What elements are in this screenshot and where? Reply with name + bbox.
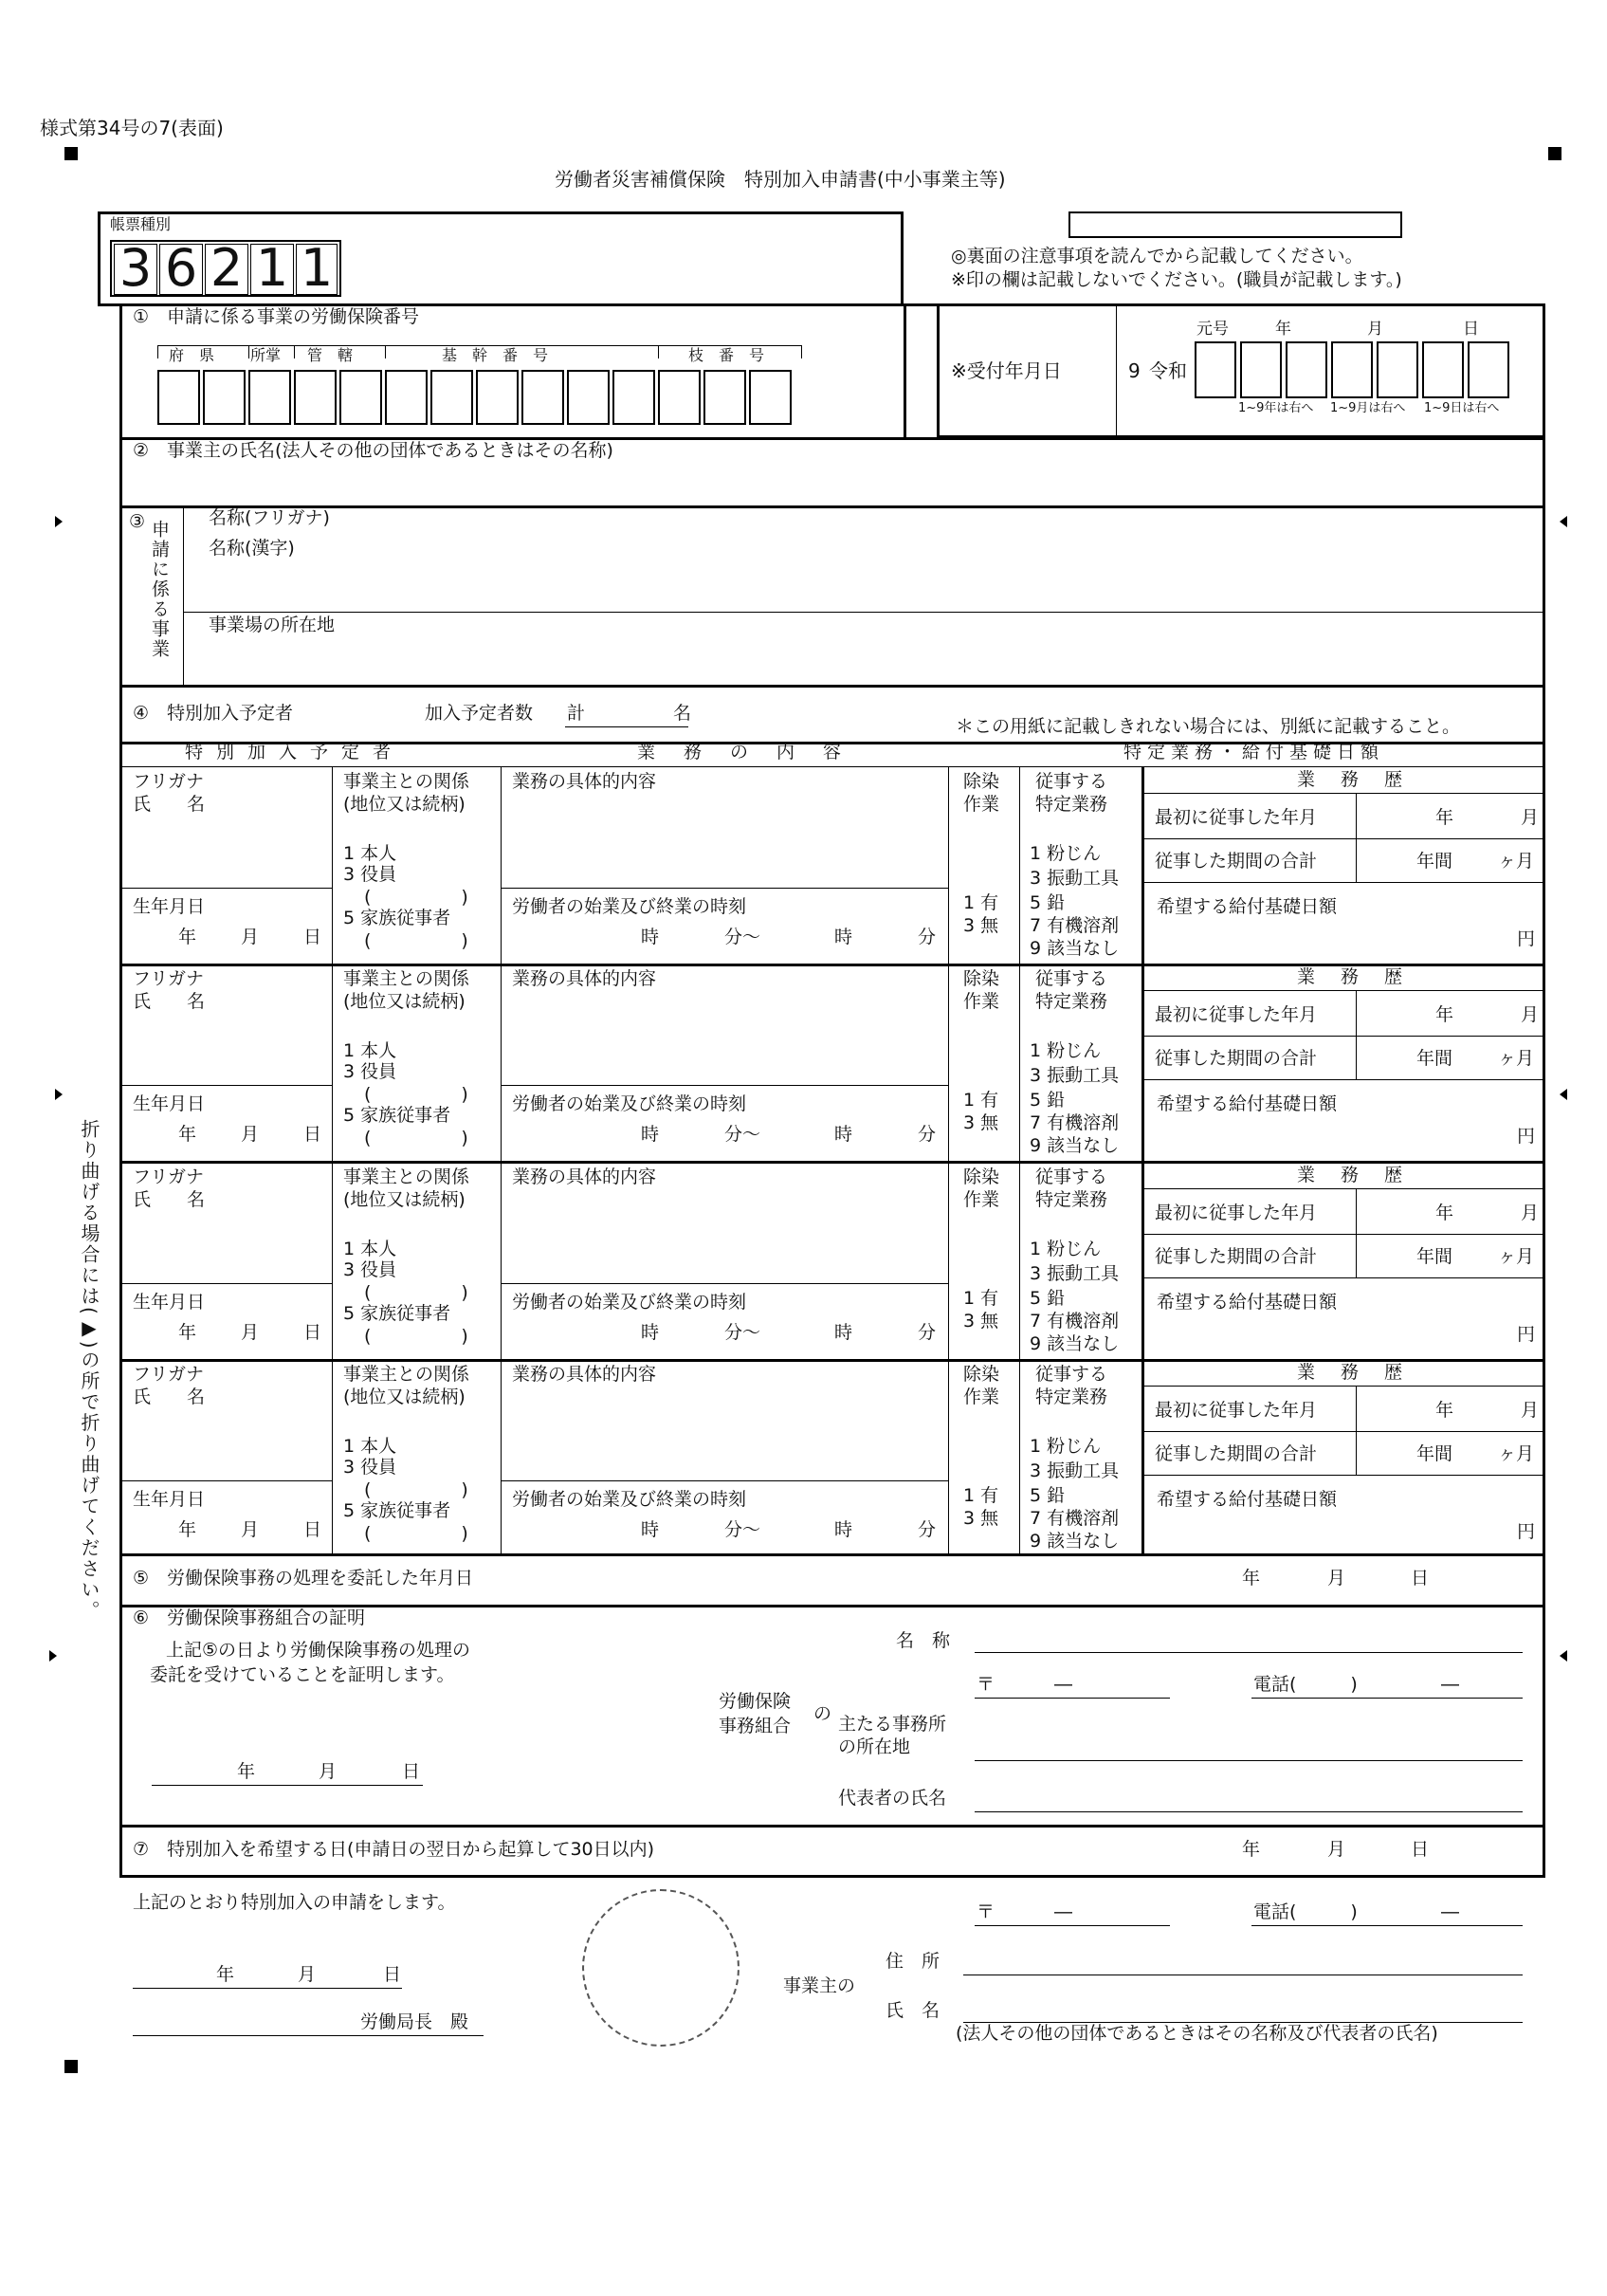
- day-head: 日: [1463, 320, 1479, 339]
- insurance-number-cells[interactable]: [157, 370, 802, 427]
- relation-option: ( ): [364, 1084, 468, 1105]
- engaged-label: 従事する: [1035, 1364, 1108, 1385]
- registration-mark: [64, 2060, 78, 2073]
- count-kei: 計: [567, 703, 586, 724]
- engaged-option: 1 粉じん: [1030, 1239, 1102, 1259]
- relation-option: 1 本人: [343, 843, 397, 864]
- owner-label: 事業主の: [783, 1975, 856, 1996]
- name-label: 氏 名: [133, 794, 206, 815]
- footer-phone: 電話( ): [1253, 1901, 1358, 1922]
- birth-year: 年: [178, 1519, 197, 1540]
- decon-option: 1 有: [963, 1090, 999, 1111]
- engaged-label-2: 特定業務: [1035, 1189, 1108, 1210]
- footer-phone-dash: ―: [1441, 1901, 1459, 1922]
- engaged-option: 1 粉じん: [1030, 1040, 1102, 1061]
- fold-mark-icon: [1560, 516, 1567, 527]
- birth-day: 日: [303, 1124, 322, 1145]
- s6-day: 日: [402, 1761, 421, 1782]
- representative-label: 代表者の氏名: [838, 1788, 947, 1809]
- section-1-label: ① 申請に係る事業の労働保険番号: [133, 306, 420, 327]
- total-months: ヶ月: [1498, 851, 1535, 872]
- hours-minute-end: 分: [918, 1322, 937, 1343]
- hours-hour-end: 時: [834, 927, 853, 947]
- hours-hour: 時: [641, 1124, 660, 1145]
- first-month: 月: [1521, 1004, 1540, 1025]
- first-year: 年: [1435, 807, 1454, 828]
- seal-area: [582, 1889, 740, 2047]
- daily-wage-label: 希望する給付基礎日額: [1157, 1292, 1338, 1313]
- fold-mark-icon: [55, 516, 63, 527]
- relation-option: 1 本人: [343, 1436, 397, 1457]
- hours-minute-end: 分: [918, 1124, 937, 1145]
- col-prefecture: 府 県: [169, 346, 215, 364]
- s6-year: 年: [237, 1761, 256, 1782]
- hours-hour: 時: [641, 1322, 660, 1343]
- work-hours-label: 労働者の始業及び終業の時刻: [512, 1292, 747, 1313]
- s6-phone: 電話( ): [1253, 1674, 1358, 1695]
- col-branch-number: 枝 番 号: [688, 346, 765, 364]
- relation-label-2: (地位又は続柄): [343, 794, 466, 815]
- hours-minute-end: 分: [918, 1519, 937, 1540]
- relation-option: ( ): [364, 930, 468, 951]
- hours-minute-to: 分～: [724, 927, 761, 947]
- relation-option: ( ): [364, 887, 468, 908]
- decon-option: 1 有: [963, 892, 999, 913]
- total-period-label: 従事した期間の合計: [1155, 1048, 1318, 1069]
- relation-label-2: (地位又は続柄): [343, 991, 466, 1012]
- fold-note: 折り曲げる場合には(▶)の所で折り曲げてください。: [78, 1119, 100, 1622]
- engaged-option: 7 有機溶剤: [1030, 1112, 1120, 1133]
- decon-label: 除染: [963, 968, 1000, 989]
- fold-mark-icon: [1560, 1089, 1567, 1100]
- first-month: 月: [1521, 1400, 1540, 1421]
- s7-month: 月: [1327, 1839, 1346, 1860]
- code-digit: 6: [159, 244, 203, 295]
- history-label: 業 務 歴: [1297, 769, 1407, 790]
- fold-mark-icon: [49, 1650, 57, 1662]
- owner-name-note: (法人その他の団体であるときはその名称及び代表者の氏名): [956, 2023, 1438, 2044]
- union-name-label: 名 称: [896, 1630, 951, 1651]
- work-detail-label: 業務の具体的内容: [512, 1364, 657, 1385]
- engaged-option: 9 該当なし: [1030, 1333, 1120, 1354]
- cert-text-1: 上記⑤の日より労働保険事務の処理の: [166, 1640, 471, 1661]
- engaged-label: 従事する: [1035, 968, 1108, 989]
- relation-option: 1 本人: [343, 1040, 397, 1061]
- s5-year: 年: [1242, 1568, 1261, 1589]
- hours-minute-to: 分～: [724, 1519, 761, 1540]
- first-year: 年: [1435, 1203, 1454, 1223]
- birth-day: 日: [303, 1322, 322, 1343]
- engaged-option: 7 有機溶剤: [1030, 1508, 1120, 1529]
- daily-wage-label: 希望する給付基礎日額: [1157, 1489, 1338, 1510]
- relation-label-2: (地位又は続柄): [343, 1189, 466, 1210]
- yen-unit: 円: [1517, 1324, 1536, 1345]
- birth-month: 月: [241, 927, 260, 947]
- section-6-label: ⑥ 労働保険事務組合の証明: [133, 1607, 366, 1628]
- engaged-option: 9 該当なし: [1030, 1135, 1120, 1156]
- work-hours-label: 労働者の始業及び終業の時刻: [512, 1489, 747, 1510]
- birth-label: 生年月日: [133, 896, 206, 917]
- total-period-label: 従事した期間の合計: [1155, 1443, 1318, 1464]
- section-3-side-label: 申請に係る事業: [149, 520, 170, 659]
- total-years: 年間: [1416, 851, 1453, 872]
- birth-year: 年: [178, 1322, 197, 1343]
- section-5-label: ⑤ 労働保険事務の処理を委託した年月日: [133, 1568, 474, 1589]
- registration-mark: [1548, 147, 1561, 160]
- footer-day: 日: [383, 1964, 402, 1985]
- hint-year: 1~9年は右へ: [1238, 401, 1314, 415]
- s6-phone-dash: ―: [1441, 1674, 1459, 1695]
- engaged-option: 1 粉じん: [1030, 843, 1102, 864]
- hours-minute-to: 分～: [724, 1322, 761, 1343]
- section-7-label: ⑦ 特別加入を希望する日(申請日の翌日から起算して30日以内): [133, 1839, 655, 1860]
- engaged-option: 3 振動工具: [1030, 868, 1120, 889]
- relation-label-2: (地位又は続柄): [343, 1387, 466, 1407]
- code-digit: 1: [296, 244, 338, 295]
- total-period-label: 従事した期間の合計: [1155, 1246, 1318, 1267]
- cert-text-2: 委託を受けていることを証明します。: [150, 1664, 455, 1685]
- decon-option: 3 無: [963, 1508, 999, 1529]
- engaged-label-2: 特定業務: [1035, 991, 1108, 1012]
- section-2-label: ② 事業主の氏名(法人その他の団体であるときはその名称): [133, 440, 613, 461]
- relation-label: 事業主との関係: [343, 1364, 470, 1385]
- engaged-option: 5 鉛: [1030, 1090, 1066, 1111]
- col-district: 管 轄: [307, 346, 354, 364]
- total-months: ヶ月: [1498, 1048, 1535, 1069]
- era-head: 元号: [1196, 320, 1229, 339]
- engaged-label-2: 特定業務: [1035, 794, 1108, 815]
- name-label: 氏 名: [133, 1189, 206, 1210]
- first-engaged-label: 最初に従事した年月: [1155, 1400, 1318, 1421]
- engaged-label-2: 特定業務: [1035, 1387, 1108, 1407]
- engaged-label: 従事する: [1035, 771, 1108, 792]
- s6-postal-mark: 〒: [977, 1674, 995, 1695]
- s6-postal-dash: ―: [1054, 1674, 1072, 1695]
- owner-name-label: 氏 名: [886, 2000, 940, 2021]
- hours-minute-end: 分: [918, 927, 937, 947]
- code-digit: 2: [205, 244, 248, 295]
- owner-address-label: 住 所: [886, 1951, 940, 1972]
- engaged-option: 7 有機溶剤: [1030, 1311, 1120, 1332]
- office-use-box: [1068, 211, 1402, 238]
- yen-unit: 円: [1517, 1521, 1536, 1542]
- footer-postal-mark: 〒: [977, 1901, 995, 1922]
- overflow-note: ＊この用紙に記載しきれない場合には、別紙に記載すること。: [956, 716, 1461, 737]
- birth-day: 日: [303, 1519, 322, 1540]
- decon-option: 1 有: [963, 1288, 999, 1309]
- work-detail-label: 業務の具体的内容: [512, 968, 657, 989]
- hours-hour-end: 時: [834, 1124, 853, 1145]
- fold-mark-icon: [55, 1089, 63, 1100]
- hours-hour-end: 時: [834, 1519, 853, 1540]
- history-label: 業 務 歴: [1297, 1165, 1407, 1185]
- name-label: 氏 名: [133, 991, 206, 1012]
- yen-unit: 円: [1517, 1126, 1536, 1147]
- bureau-chief: 労働局長 殿: [360, 2011, 469, 2032]
- engaged-option: 1 粉じん: [1030, 1436, 1102, 1457]
- decon-label-2: 作業: [963, 1387, 1000, 1407]
- decon-label-2: 作業: [963, 794, 1000, 815]
- reception-date-cells: [1195, 341, 1513, 398]
- era-name: 令和: [1149, 359, 1187, 382]
- total-years: 年間: [1416, 1246, 1453, 1267]
- first-year: 年: [1435, 1400, 1454, 1421]
- history-label: 業 務 歴: [1297, 966, 1407, 987]
- engaged-option: 5 鉛: [1030, 1485, 1066, 1506]
- total-months: ヶ月: [1498, 1443, 1535, 1464]
- reception-date-label: ※受付年月日: [951, 359, 1062, 382]
- decon-option: 1 有: [963, 1485, 999, 1506]
- s6-month: 月: [319, 1761, 338, 1782]
- furigana-label: フリガナ: [133, 1364, 205, 1385]
- hours-hour: 時: [641, 927, 660, 947]
- relation-option: 3 役員: [343, 864, 397, 885]
- decon-label: 除染: [963, 1364, 1000, 1385]
- engaged-option: 5 鉛: [1030, 892, 1066, 913]
- relation-option: ( ): [364, 1523, 468, 1544]
- s5-day: 日: [1411, 1568, 1430, 1589]
- decon-option: 3 無: [963, 915, 999, 936]
- s5-month: 月: [1327, 1568, 1346, 1589]
- relation-option: ( ): [364, 1479, 468, 1500]
- engaged-label: 従事する: [1035, 1166, 1108, 1187]
- decon-label: 除染: [963, 1166, 1000, 1187]
- decon-label-2: 作業: [963, 991, 1000, 1012]
- relation-option: 3 役員: [343, 1061, 397, 1082]
- birth-label: 生年月日: [133, 1093, 206, 1114]
- work-detail-label: 業務の具体的内容: [512, 771, 657, 792]
- birth-month: 月: [241, 1519, 260, 1540]
- relation-label: 事業主との関係: [343, 1166, 470, 1187]
- engaged-option: 3 振動工具: [1030, 1065, 1120, 1086]
- furigana-label: フリガナ: [133, 968, 205, 989]
- work-detail-label: 業務の具体的内容: [512, 1166, 657, 1187]
- total-months: ヶ月: [1498, 1246, 1535, 1267]
- name-furigana-label: 名称(フリガナ): [209, 507, 330, 528]
- work-hours-label: 労働者の始業及び終業の時刻: [512, 896, 747, 917]
- engaged-option: 3 振動工具: [1030, 1460, 1120, 1481]
- hours-minute-to: 分～: [724, 1124, 761, 1145]
- birth-label: 生年月日: [133, 1489, 206, 1510]
- year-head: 年: [1275, 320, 1291, 339]
- relation-option: 5 家族従事者: [343, 908, 451, 928]
- work-hours-label: 労働者の始業及び終業の時刻: [512, 1093, 747, 1114]
- code-digit: 3: [114, 244, 157, 295]
- birth-month: 月: [241, 1322, 260, 1343]
- engaged-option: 9 該当なし: [1030, 938, 1120, 959]
- first-month: 月: [1521, 807, 1540, 828]
- month-head: 月: [1367, 320, 1383, 339]
- header-person: 特別加入予定者: [185, 742, 405, 762]
- hint-day: 1~9日は右へ: [1424, 401, 1500, 415]
- col-base-number: 基 幹 番 号: [442, 346, 549, 364]
- office-label-1: 主たる事務所: [838, 1714, 947, 1735]
- hint-month: 1~9月は右へ: [1330, 401, 1406, 415]
- first-engaged-label: 最初に従事した年月: [1155, 1004, 1318, 1025]
- yen-unit: 円: [1517, 928, 1536, 949]
- name-label: 氏 名: [133, 1387, 206, 1407]
- relation-option: ( ): [364, 1326, 468, 1347]
- first-month: 月: [1521, 1203, 1540, 1223]
- relation-option: 1 本人: [343, 1239, 397, 1259]
- union-no: の: [813, 1703, 832, 1724]
- decon-label: 除染: [963, 771, 1000, 792]
- daily-wage-label: 希望する給付基礎日額: [1157, 896, 1338, 917]
- total-years: 年間: [1416, 1048, 1453, 1069]
- engaged-option: 7 有機溶剤: [1030, 915, 1120, 936]
- history-label: 業 務 歴: [1297, 1362, 1407, 1383]
- fold-mark-icon: [1560, 1650, 1567, 1662]
- footer-month: 月: [298, 1964, 317, 1985]
- form-type-code: [110, 240, 341, 297]
- office-label-2: の所在地: [838, 1736, 911, 1757]
- registration-mark: [64, 147, 78, 160]
- count-unit: 名: [673, 703, 692, 724]
- relation-option: ( ): [364, 1128, 468, 1148]
- relation-option: 5 家族従事者: [343, 1500, 451, 1521]
- relation-option: 5 家族従事者: [343, 1105, 451, 1126]
- hours-hour: 時: [641, 1519, 660, 1540]
- relation-option: ( ): [364, 1282, 468, 1303]
- first-engaged-label: 最初に従事した年月: [1155, 1203, 1318, 1223]
- daily-wage-label: 希望する給付基礎日額: [1157, 1093, 1338, 1114]
- furigana-label: フリガナ: [133, 771, 205, 792]
- note-2: ※印の欄は記載しないでください。(職員が記載します。): [951, 269, 1402, 290]
- section-4-label: ④ 特別加入予定者: [133, 703, 294, 724]
- union-label-1: 労働保険: [719, 1691, 792, 1712]
- engaged-option: 3 振動工具: [1030, 1263, 1120, 1284]
- section-3-number: ③: [129, 511, 146, 532]
- first-year: 年: [1435, 1004, 1454, 1025]
- s7-day: 日: [1411, 1839, 1430, 1860]
- address-label: 事業場の所在地: [209, 615, 336, 635]
- s7-year: 年: [1242, 1839, 1261, 1860]
- note-1: ◎裏面の注意事項を読んでから記載してください。: [951, 246, 1363, 266]
- decon-label-2: 作業: [963, 1189, 1000, 1210]
- header-specific: 特定業務・給付基礎日額: [1123, 742, 1385, 762]
- count-label: 加入予定者数: [425, 703, 534, 724]
- footer-postal-dash: ―: [1054, 1901, 1072, 1922]
- footer-year: 年: [216, 1964, 235, 1985]
- relation-label: 事業主との関係: [343, 968, 470, 989]
- birth-year: 年: [178, 927, 197, 947]
- form-type-label: 帳票種別: [110, 215, 172, 233]
- furigana-label: フリガナ: [133, 1166, 205, 1187]
- page-title: 労働者災害補償保険 特別加入申請書(中小事業主等): [555, 168, 1006, 191]
- birth-day: 日: [303, 927, 322, 947]
- birth-label: 生年月日: [133, 1292, 206, 1313]
- col-jurisdiction-type: 所掌: [250, 346, 282, 364]
- engaged-option: 9 該当なし: [1030, 1531, 1120, 1552]
- decon-option: 3 無: [963, 1112, 999, 1133]
- total-years: 年間: [1416, 1443, 1453, 1464]
- total-period-label: 従事した期間の合計: [1155, 851, 1318, 872]
- code-digit: 1: [250, 244, 294, 295]
- relation-option: 3 役員: [343, 1259, 397, 1280]
- birth-year: 年: [178, 1124, 197, 1145]
- form-number: 様式第34号の7(表面): [40, 117, 224, 139]
- decon-option: 3 無: [963, 1311, 999, 1332]
- relation-label: 事業主との関係: [343, 771, 470, 792]
- hours-hour-end: 時: [834, 1322, 853, 1343]
- name-kanji-label: 名称(漢字): [209, 538, 295, 559]
- header-duties: 業務の内容: [637, 742, 870, 762]
- application-statement: 上記のとおり特別加入の申請をします。: [133, 1892, 456, 1913]
- union-label-2: 事務組合: [719, 1716, 792, 1736]
- first-engaged-label: 最初に従事した年月: [1155, 807, 1318, 828]
- era-code: 9: [1128, 359, 1141, 382]
- birth-month: 月: [241, 1124, 260, 1145]
- relation-option: 5 家族従事者: [343, 1303, 451, 1324]
- engaged-option: 5 鉛: [1030, 1288, 1066, 1309]
- relation-option: 3 役員: [343, 1457, 397, 1478]
